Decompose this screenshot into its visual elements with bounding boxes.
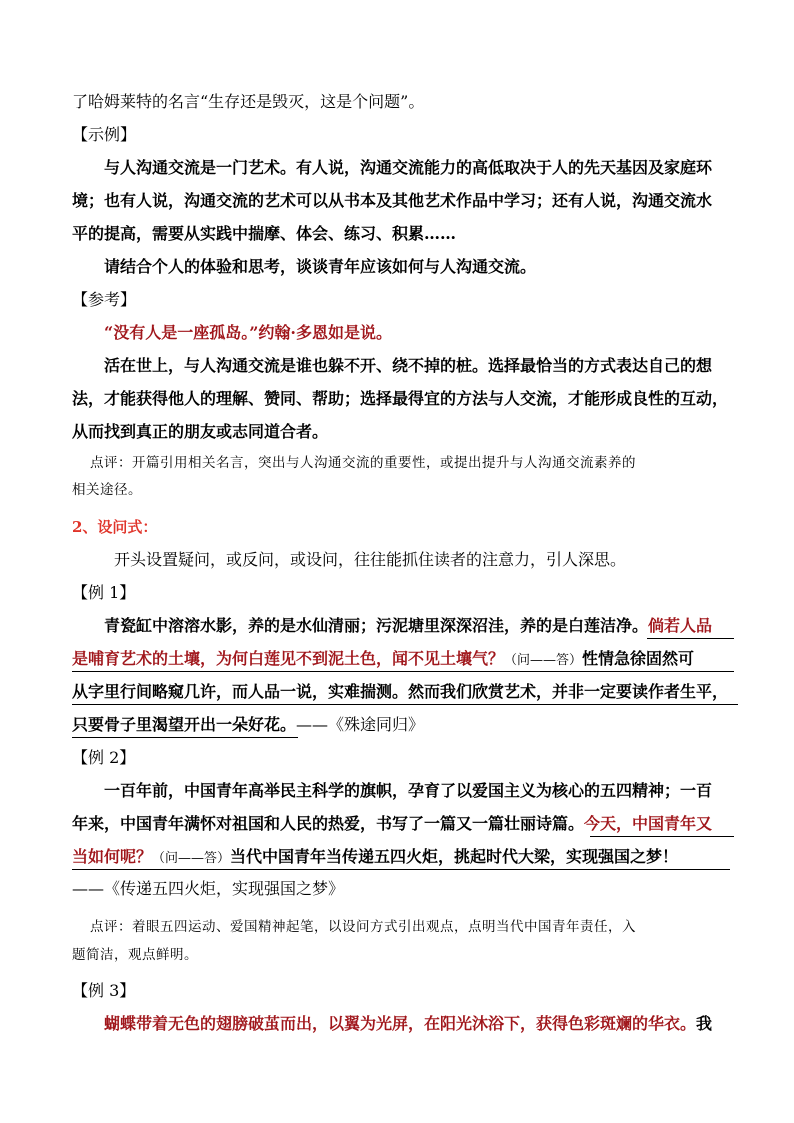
example1-question: 是哺育艺术的土壤，为何白莲见不到泥土色，闻不见土壤气？	[72, 649, 505, 668]
example2-question: 当如何呢？	[72, 847, 153, 866]
example2-text: 年来，中国青年满怀对祖国和人民的热爱，书写了一篇又一篇壮丽诗篇。	[72, 814, 585, 833]
example-paragraph-line: 与人沟通交流是一门艺术。有人说，沟通交流能力的高低取决于人的先天基因及家庭环	[104, 158, 713, 177]
section-description: 开头设置疑问，或反问，或设问，往往能抓住读者的注意力，引人深思。	[114, 550, 627, 569]
example1-text: 只要骨子里渴望开出一朵好花。	[72, 715, 297, 734]
heading-example: 【示例】	[72, 125, 137, 144]
example1-text: 性情急徐固然可	[582, 649, 695, 668]
example2-question: 今天，中国青年又	[584, 814, 713, 833]
section-heading: 2、设问式：	[72, 518, 158, 536]
reference-paragraph-line: 法，才能获得他人的理解、赞同、帮助；选择最得宜的方法与人交流，才能形成良性的互动，	[72, 389, 729, 408]
underline-rule	[647, 638, 734, 639]
annotation: （问——答）	[504, 653, 583, 668]
comment-line: 题简洁，观点鲜明。	[72, 947, 198, 963]
comment-line: 点评：开篇引用相关名言，突出与人沟通交流的重要性，或提出提升与人沟通交流素养的	[90, 455, 636, 471]
comment-line: 相关途径。	[72, 482, 142, 498]
heading-example-1: 【例 1】	[72, 583, 136, 602]
comment-line: 点评：着眼五四运动、爱国精神起笔，以设问方式引出观点，点明当代中国青年责任，入	[90, 919, 636, 935]
heading-example-3: 【例 3】	[72, 981, 136, 1000]
example1-line	[72, 713, 424, 737]
source-title: ——《殊途同归》	[296, 715, 425, 734]
annotation: （问——答）	[152, 851, 231, 866]
example-paragraph-line: 境；也有人说，沟通交流的艺术可以从书本及其他艺术作品中学习；还有人说，沟通交流水	[72, 191, 713, 210]
example2-line: 一百年前，中国青年高举民主科学的旗帜，孕育了以爱国主义为核心的五四精神；一百	[104, 781, 713, 800]
heading-example-2: 【例 2】	[72, 748, 136, 767]
example3-text: 蝴蝶带着无色的翅膀破茧而出，以翼为光屏，在阳光沐浴下，获得色彩斑斓的华衣。	[104, 1014, 697, 1033]
example1-line	[72, 647, 694, 673]
example2-text: 当代中国青年当传递五四火炬，挑起时代大梁，实现强国之梦！	[230, 847, 679, 866]
example1-question: 倘若人品	[648, 616, 713, 635]
example1-text: 青瓷缸中溶溶水影，养的是水仙清丽；污泥塘里深深沼洼，养的是白莲洁净。	[104, 616, 649, 635]
quote-line: “没有人是一座孤岛。”约翰·多恩如是说。	[104, 323, 392, 342]
example2-line	[72, 812, 712, 836]
prompt-line: 请结合个人的体验和思考，谈谈青年应该如何与人沟通交流。	[104, 257, 537, 276]
reference-paragraph-line: 活在世上，与人沟通交流是谁也躲不开、绕不掉的桩。选择最恰当的方式表达自己的想	[104, 356, 713, 375]
example3-text: 我	[696, 1014, 713, 1033]
example3-line	[104, 1012, 712, 1036]
underline-rule	[72, 704, 738, 705]
example2-line	[72, 845, 678, 871]
underline-rule	[590, 836, 734, 837]
example1-line: 从字里行间略窥几许，而人品一说，实难揣测。然而我们欣赏艺术，并非一定要读作者生平，	[72, 682, 729, 701]
source-title: ——《传递五四火炬，实现强国之梦》	[72, 879, 345, 898]
heading-reference: 【参考】	[72, 290, 137, 309]
text-line: 了哈姆莱特的名言“生存还是毁灭，这是个问题”。	[72, 92, 425, 111]
underline-rule	[72, 671, 734, 672]
example1-line	[104, 614, 712, 638]
underline-rule	[72, 737, 298, 738]
example-paragraph-line: 平的提高，需要从实践中揣摩、体会、练习、积累……	[72, 224, 457, 243]
underline-rule	[72, 869, 730, 870]
reference-paragraph-line: 从而找到真正的朋友或志同道合者。	[72, 422, 329, 441]
